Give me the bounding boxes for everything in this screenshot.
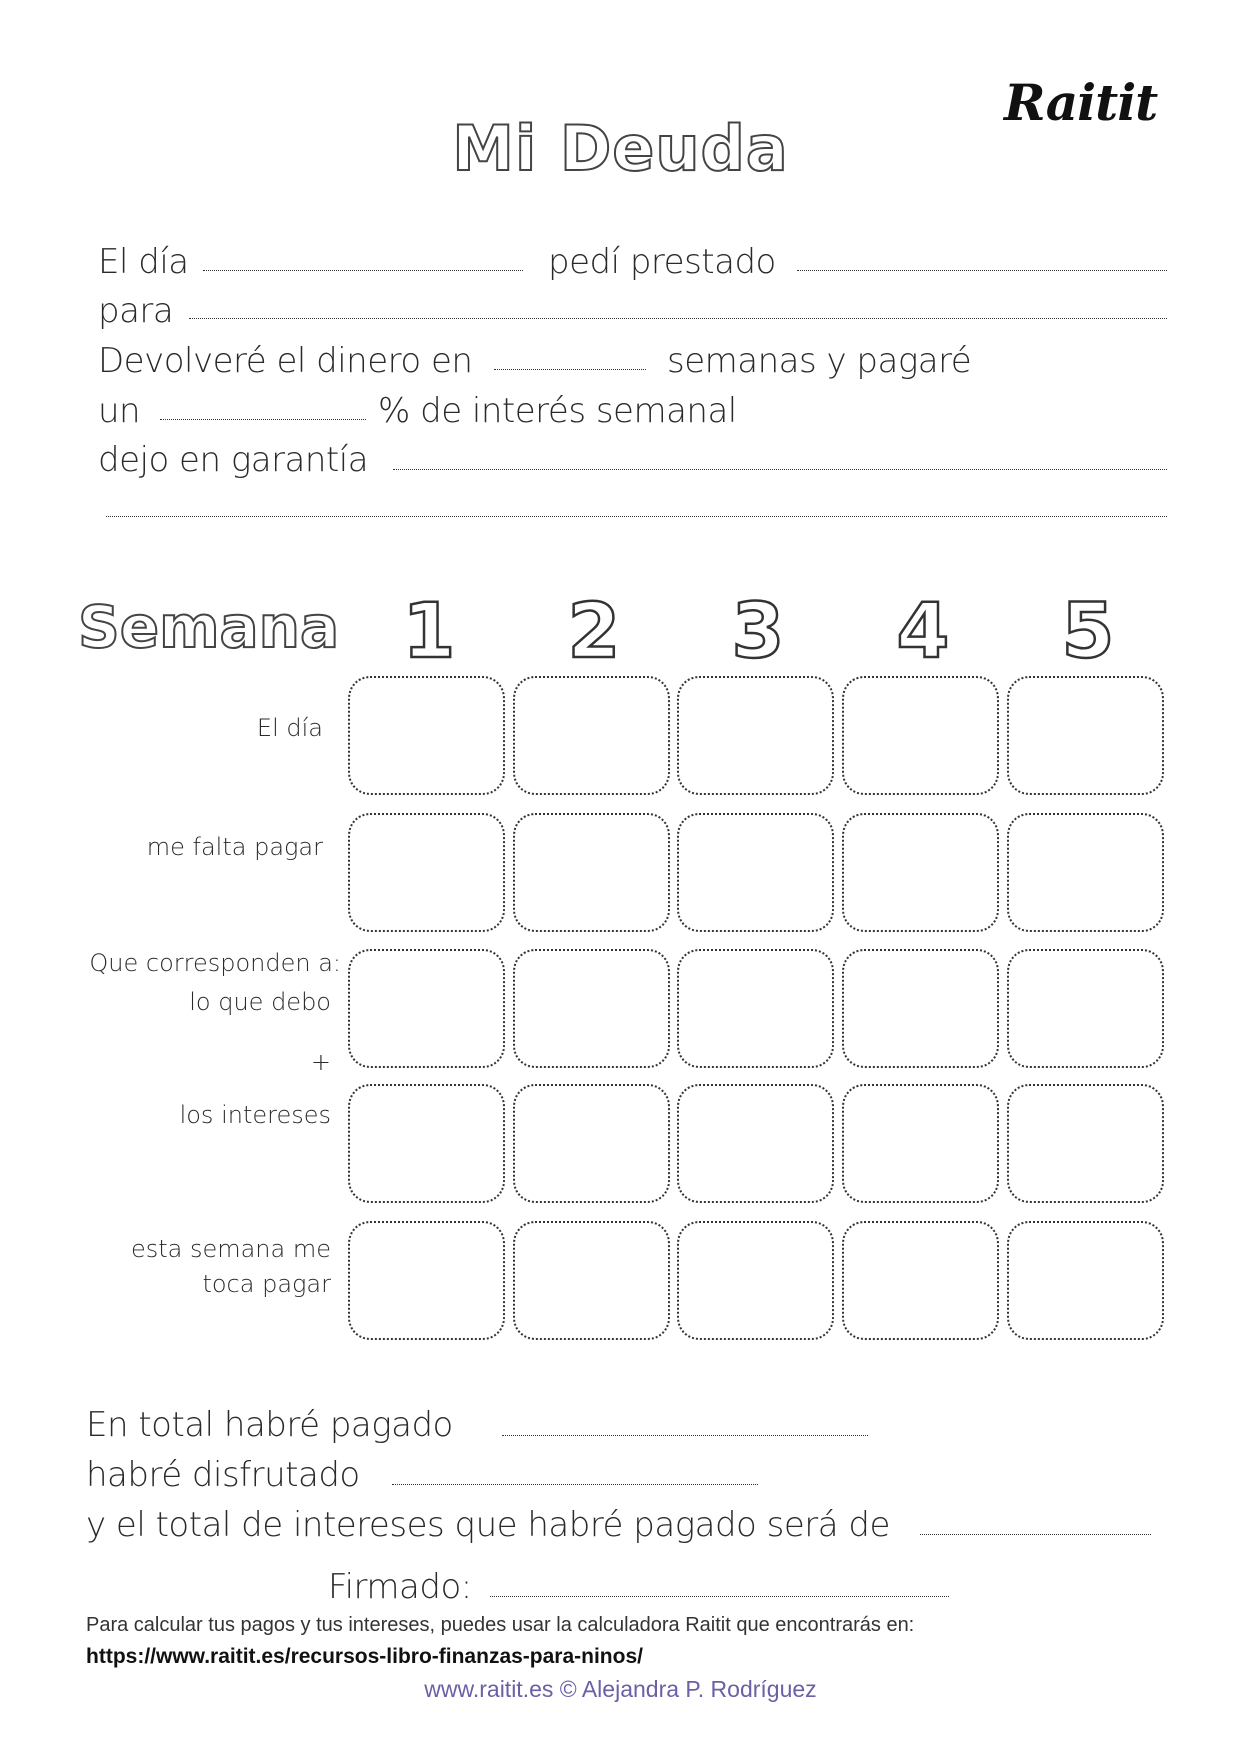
cell-dia-w1[interactable] xyxy=(348,676,505,795)
field-semanas[interactable] xyxy=(494,369,646,370)
label-total-pagado: En total habré pagado xyxy=(86,1405,453,1445)
week-number-5: 5 xyxy=(1061,586,1115,675)
semana-header: Semana xyxy=(78,593,340,661)
cell-debo-w2[interactable] xyxy=(513,949,670,1068)
label-para: para xyxy=(98,291,174,331)
label-disfrutado: habré disfrutado xyxy=(86,1455,360,1495)
label-semanas-pagare: semanas y pagaré xyxy=(667,341,972,381)
row-label-lo-que-debo: lo que debo xyxy=(189,988,331,1016)
row-label-intereses: los intereses xyxy=(179,1101,331,1129)
label-pedi-prestado: pedí prestado xyxy=(548,242,776,282)
row-label-falta-pagar: me falta pagar xyxy=(146,833,323,861)
resources-link[interactable]: https://www.raitit.es/recursos-libro-finanzas-para-ninos/ xyxy=(86,1645,643,1668)
cell-pagar-w3[interactable] xyxy=(677,1221,834,1340)
label-firmado: Firmado: xyxy=(328,1567,472,1607)
field-para[interactable] xyxy=(189,318,1167,319)
page-title: Mi Deuda xyxy=(452,112,789,185)
cell-dia-w4[interactable] xyxy=(842,676,999,795)
field-disfrutado[interactable] xyxy=(392,1484,758,1485)
week-number-4: 4 xyxy=(896,586,950,675)
copyright-footer: www.raitit.es © Alejandra P. Rodríguez xyxy=(424,1676,817,1702)
cell-debo-w1[interactable] xyxy=(348,949,505,1068)
field-total-intereses[interactable] xyxy=(920,1534,1151,1535)
week-number-1: 1 xyxy=(402,586,456,675)
label-total-intereses: y el total de intereses que habré pagado será de xyxy=(86,1505,890,1545)
cell-debo-w4[interactable] xyxy=(842,949,999,1068)
cell-dia-w5[interactable] xyxy=(1007,676,1164,795)
field-fecha[interactable] xyxy=(203,270,523,271)
cell-intereses-w3[interactable] xyxy=(677,1084,834,1203)
cell-falta-w5[interactable] xyxy=(1007,813,1164,932)
raitit-logo: Raitit xyxy=(1004,73,1158,132)
cell-pagar-w5[interactable] xyxy=(1007,1221,1164,1340)
calculator-note: Para calcular tus pagos y tus intereses, puedes usar la calculadora Raitit que encontrarás en: xyxy=(86,1614,915,1636)
week-number-2: 2 xyxy=(567,586,621,675)
label-el-dia: El día xyxy=(98,242,189,282)
cell-falta-w1[interactable] xyxy=(348,813,505,932)
cell-dia-w3[interactable] xyxy=(677,676,834,795)
cell-dia-w2[interactable] xyxy=(513,676,670,795)
row-label-toca-pagar: toca pagar xyxy=(202,1270,331,1298)
label-garantia: dejo en garantía xyxy=(98,440,369,480)
cell-falta-w3[interactable] xyxy=(677,813,834,932)
label-un: un xyxy=(98,391,141,431)
cell-intereses-w5[interactable] xyxy=(1007,1084,1164,1203)
week-number-3: 3 xyxy=(731,586,785,675)
row-label-plus: + xyxy=(310,1048,331,1076)
field-firma[interactable] xyxy=(490,1596,949,1597)
cell-pagar-w4[interactable] xyxy=(842,1221,999,1340)
cell-intereses-w1[interactable] xyxy=(348,1084,505,1203)
field-total-pagado[interactable] xyxy=(502,1435,868,1436)
field-garantia[interactable] xyxy=(393,469,1167,470)
row-label-corresponden: Que corresponden a: xyxy=(89,949,341,977)
cell-pagar-w1[interactable] xyxy=(348,1221,505,1340)
field-importe-prestado[interactable] xyxy=(797,270,1167,271)
cell-intereses-w2[interactable] xyxy=(513,1084,670,1203)
cell-falta-w4[interactable] xyxy=(842,813,999,932)
cell-pagar-w2[interactable] xyxy=(513,1221,670,1340)
field-garantia-cont[interactable] xyxy=(106,516,1167,517)
cell-debo-w5[interactable] xyxy=(1007,949,1164,1068)
cell-falta-w2[interactable] xyxy=(513,813,670,932)
row-label-dia: El día xyxy=(256,714,323,742)
row-label-esta-semana: esta semana me xyxy=(130,1235,331,1263)
label-devolvere: Devolveré el dinero en xyxy=(98,341,473,381)
label-interes-semanal: % de interés semanal xyxy=(378,391,737,431)
cell-intereses-w4[interactable] xyxy=(842,1084,999,1203)
cell-debo-w3[interactable] xyxy=(677,949,834,1068)
field-porcentaje[interactable] xyxy=(160,419,366,420)
